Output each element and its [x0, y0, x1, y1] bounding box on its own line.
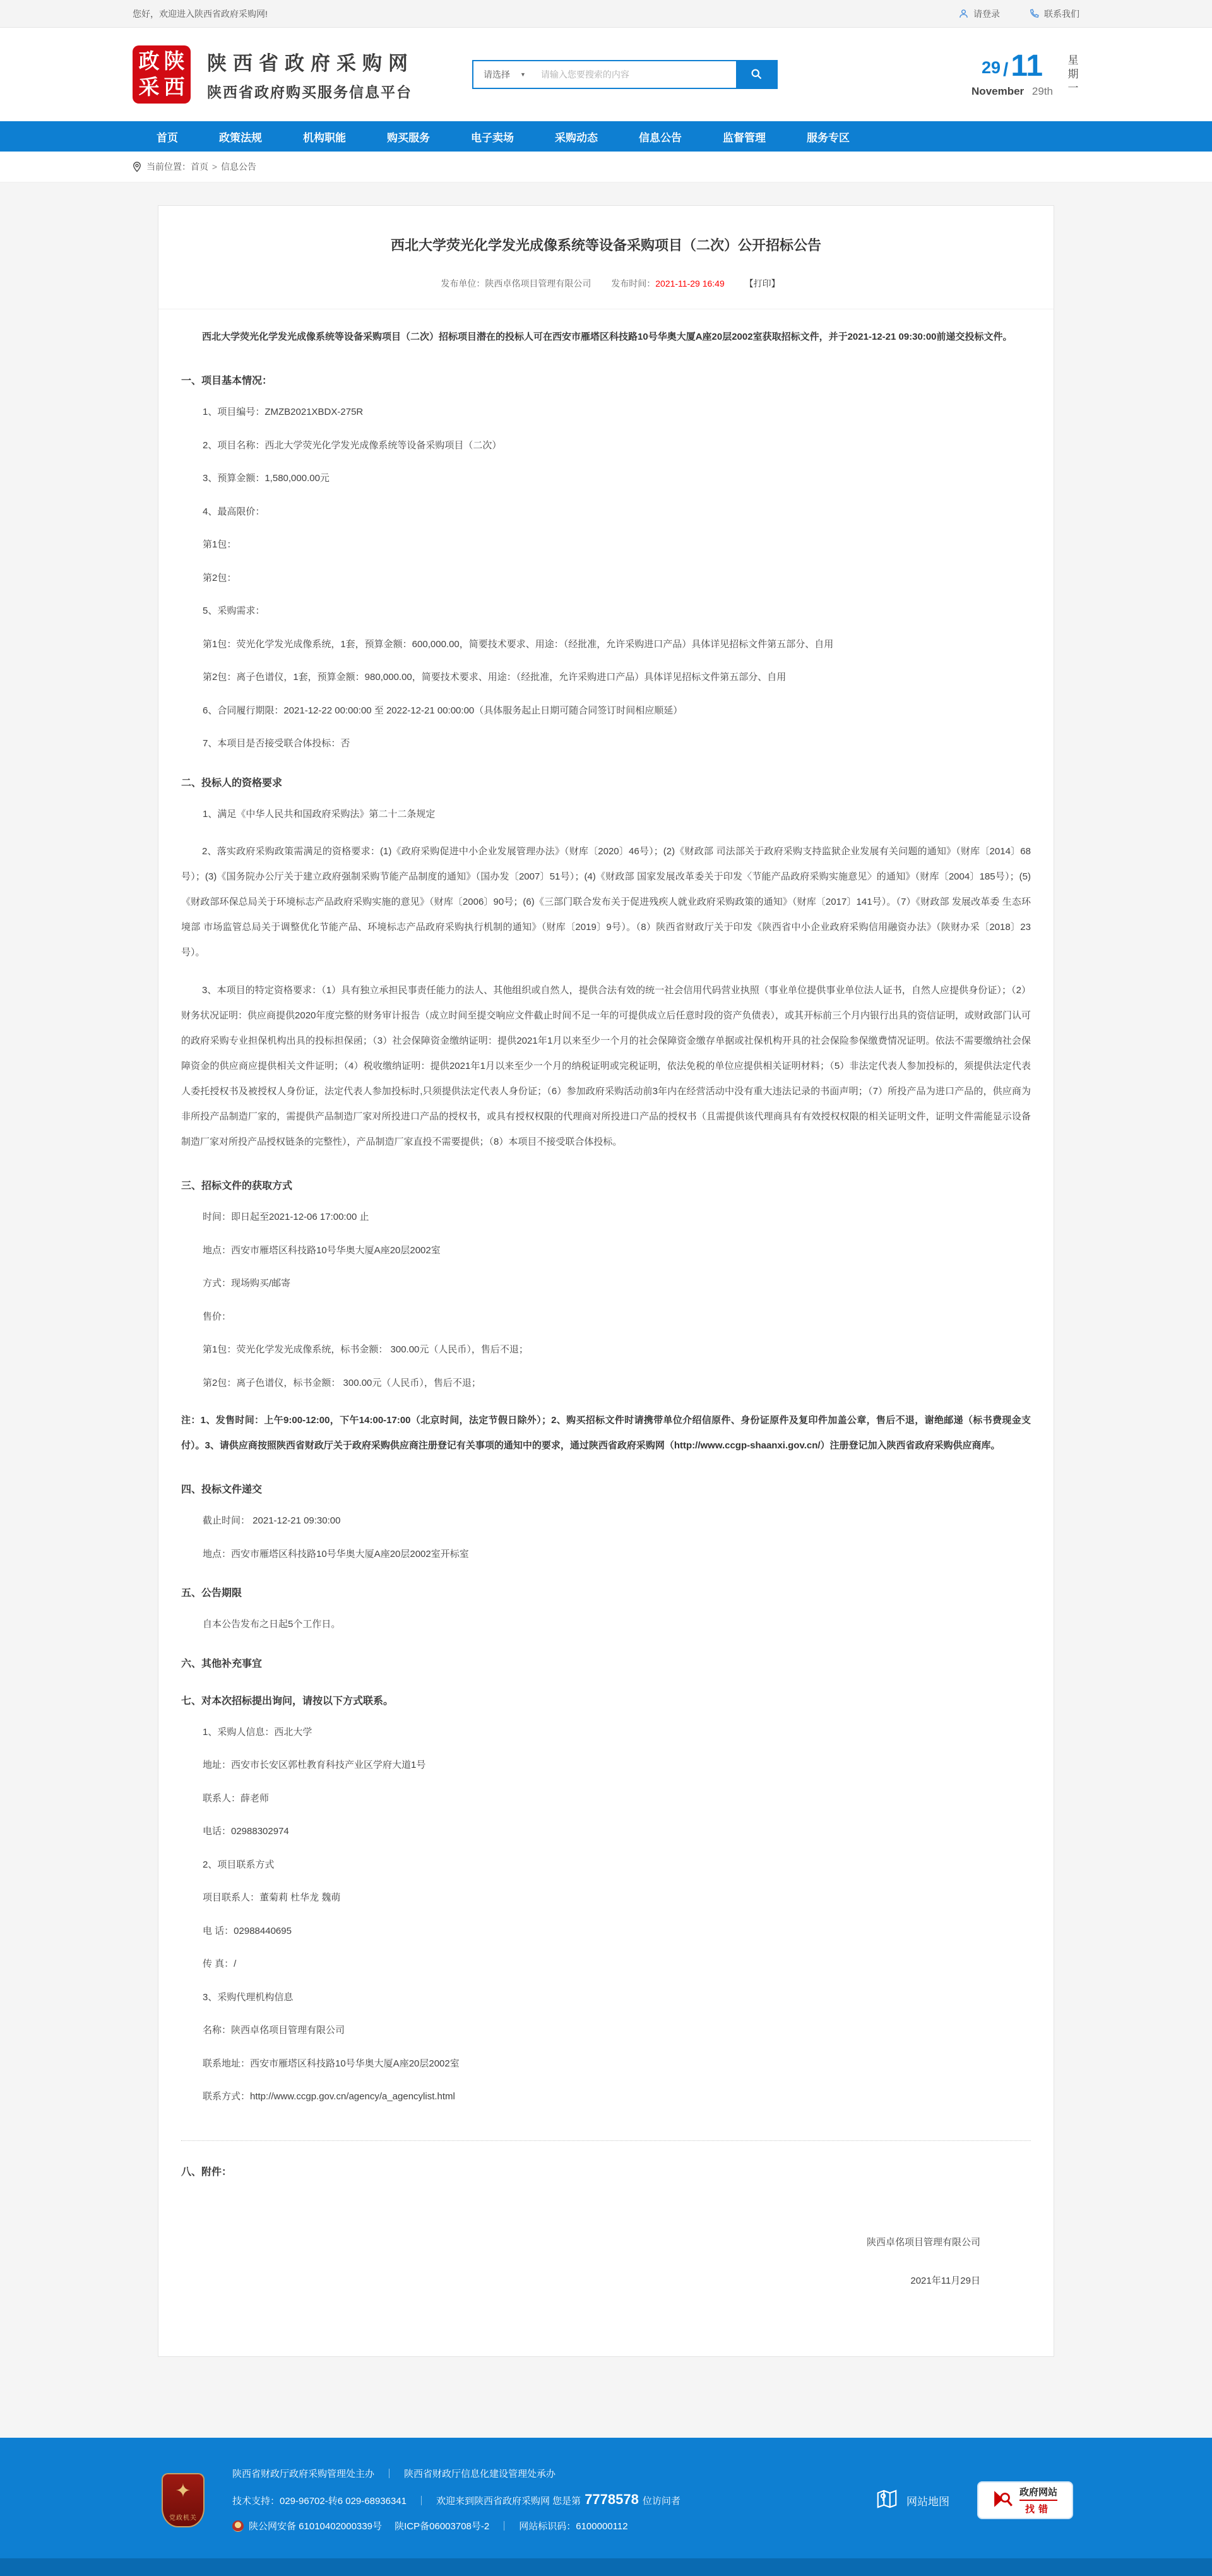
article-line: 3、本项目的特定资格要求：（1）具有独立承担民事责任能力的法人、其他组织或自然人，提供合法有效的统一社会信用代码营业执照（事业单位提供事业单位法人证书，自然人应提供身份证）；（2）财务状况证明：供应商提供2020年度完整的财务审计报告（成立时间至提交响应文件截止时间不足一年的可提供成立后任意时段的资产负债表），或其开标前三个月内银行出具的资信证明，或财政部门认可的政府采购专业担保机构出具的投标担保函；（3）社会保障资金缴纳证明：提供2021年1月以来至少一个月的社会保障资金缴存单据或社保机构开具的社会保险参保缴费情况证明。依法不需要缴纳社会保障资金的供应商应提供相关文件证明；（4）税收缴纳证明：提供2021年1月以来至少一个月的纳税证明或完税证明，依法免税的单位应提供相关证明材料；（5）非法定代表人参加投标的，须提供法定代表人委托授权书及被授权人身份证，法定代表人参加投标时,只须提供法定代表人身份证；（6）参加政府采购活动前3年内在经营活动中没有重大违法记录的书面声明；（7）所投产品为进口产品的，供应商为非所投产品制造厂家的，需提供产品制造厂家对所投进口产品的授权书，或具有授权权限的代理商对所投进口产品的授权书（且需提供该代理商具有有效授权权限的相关证明文件，证明文件需能显示设备制造厂家对所投产品授权链条的完整性），产品制造厂家直投不需要提供；（8）本项目不接受联合体投标。	[181, 985, 1031, 1147]
footer-icp: 陕ICP备06003708号-2	[395, 2520, 490, 2532]
nav-item-0[interactable]: 首页	[157, 131, 178, 144]
article-line: 西北大学荧光化学发光成像系统等设备采购项目（二次）招标项目潜在的投标人可在西安市雁塔区科技路10号华奥大厦A座20层2002室获取招标文件，并于2021-12-21 09:30:00前递交投标文件。	[202, 331, 1013, 342]
find-error-line1: 政府网站	[1019, 2485, 1057, 2501]
breadcrumb-prefix: 当前位置：	[146, 162, 191, 172]
article-line: 截止时间： 2021-12-21 09:30:00	[203, 1515, 341, 1526]
breadcrumb-home-link[interactable]: 首页	[191, 162, 208, 172]
logo-char: 政	[138, 51, 160, 73]
date-day: 29	[981, 58, 1001, 77]
article-heading: 一、项目基本情况：	[181, 376, 273, 386]
sitemap-map-icon	[875, 2487, 899, 2514]
article-line: 2、项目联系方式	[203, 1859, 275, 1870]
gov-agency-badge-icon	[162, 2473, 205, 2527]
article-line: 1、项目编号：ZMZB2021XBDX-275R	[203, 407, 364, 417]
badge-label: 党政机关	[169, 2515, 197, 2522]
breadcrumb-current: 信息公告	[220, 162, 256, 172]
police-emblem-icon	[232, 2520, 244, 2532]
nav-item-1[interactable]: 政策法规	[219, 131, 262, 144]
user-icon	[958, 8, 969, 19]
breadcrumb	[146, 160, 256, 173]
nav-item-5[interactable]: 采购动态	[555, 131, 598, 144]
announcement-card	[158, 205, 1054, 2357]
article-line: 1、采购人信息：西北大学	[203, 1726, 312, 1738]
footer-operator: 陕西省财政厅信息化建设管理处承办	[404, 2468, 556, 2479]
badge-emblem-glyph: ✦	[175, 2481, 191, 2501]
article-meta	[181, 277, 1031, 290]
date-weekday: 星 期 一	[1067, 54, 1079, 94]
signature-line: 2021年11月29日	[910, 2275, 980, 2286]
article-line: 1、满足《中华人民共和国政府采购法》第二十二条规定	[203, 808, 436, 820]
footer-bottom-strip	[0, 2558, 1212, 2576]
article-line: 联系人：薛老师	[203, 1792, 270, 1804]
article-line: 时间：即日起至2021-12-06 17:00:00 止	[203, 1212, 369, 1222]
contact-link[interactable]	[1029, 8, 1079, 20]
page-title: 西北大学荧光化学发光成像系统等设备采购项目（二次）公开招标公告	[390, 237, 821, 253]
article-line: 名称：陕西卓佲项目管理有限公司	[203, 2025, 345, 2036]
date-day-en: 29th	[1031, 85, 1053, 97]
site-header	[0, 28, 1212, 121]
article-line: 第1包：荧光化学发光成像系统，1套，预算金额：600,000.00，简要技术要求、用途：（经批准，允许采购进口产品）具体详见招标文件第五部分、自用	[203, 638, 834, 650]
article-line: 2、落实政府采购政策需满足的资格要求：(1)《政府采购促进中小企业发展管理办法》（财库〔2020〕46号）；(2)《财政部 司法部关于政府采购支持监狱企业发展有关问题的通知》（财库〔2014〕68号）；(3)《国务院办公厅关于建立政府强制采购节能产品制度的通知》（国办发〔2007〕51号）；(4)《财政部 国家发展改革委关于印发〈节能产品政府采购实施意见〉的通知》（财库〔2004〕185号）；(5)《财政部环保总局关于环境标志产品政府采购实施的意见》（财库〔2006〕90号；(6)《三部门联合发布关于促进残疾人就业政府采购政策的通知》（财库〔2017〕141号）。（7）《财政部 发展改革委 生态环境部 市场监管总局关于调整优化节能产品、环境标志产品政府采购执行机制的通知》（财库〔2019〕9号）。（8）陕西省财政厅关于印发《陕西省中小企业政府采购信用融资办法》（陕财办采〔2018〕23号）。	[181, 846, 1031, 958]
site-subtitle: 陕西省政府购买服务信息平台	[207, 84, 412, 100]
nav-item-2[interactable]: 机构职能	[303, 131, 346, 144]
footer-site-code: 网站标识码：6100000112	[519, 2520, 628, 2532]
breadcrumb-bar	[0, 152, 1212, 182]
publisher-label: 发布单位：	[441, 278, 485, 289]
article-line: 第2包：离子色谱仪，标书金额： 300.00元（人民币），售后不退；	[203, 1377, 481, 1388]
sitemap-label: 网站地图	[906, 2495, 949, 2508]
dotted-divider	[181, 2140, 1031, 2141]
article-line: 第2包：	[203, 572, 237, 583]
breadcrumb-separator: >	[211, 162, 218, 172]
article-line: 7、本项目是否接受联合体投标：否	[203, 738, 350, 749]
article-line: 地址：西安市长安区郭杜教育科技产业区学府大道1号	[203, 1760, 426, 1770]
gov-site-find-error-badge[interactable]	[977, 2481, 1073, 2519]
search-icon	[750, 68, 763, 82]
welcome-text: 您好，欢迎进入陕西省政府采购网!	[133, 8, 268, 19]
article-heading: 六、其他补充事宜	[181, 1658, 263, 1669]
sitemap-link[interactable]	[875, 2487, 949, 2514]
article-line: 方式：现场购买/邮寄	[203, 1278, 291, 1289]
article-line: 电话：02988302974	[203, 1826, 289, 1837]
top-utility-bar	[0, 0, 1212, 28]
article-line: 第1包：	[203, 539, 237, 550]
main-content-area	[0, 182, 1212, 2438]
article-line: 第2包：离子色谱仪，1套，预算金额：980,000.00，简要技术要求、用途：（经批准，允许采购进口产品）具体详见招标文件第五部分、自用	[203, 672, 787, 683]
search-bar	[472, 60, 778, 89]
footer-line-3	[232, 2514, 680, 2539]
article-body	[181, 325, 1031, 2178]
main-nav	[0, 121, 1212, 152]
nav-item-7[interactable]: 监督管理	[723, 131, 766, 144]
date-month: 11	[1011, 49, 1043, 83]
date-slash: /	[1002, 59, 1009, 80]
article-line: 第1包：荧光化学发光成像系统，标书金额： 300.00元（人民币），售后不退；	[203, 1344, 528, 1355]
login-link[interactable]	[958, 8, 1000, 20]
footer-host: 陕西省财政厅政府采购管理处主办	[232, 2468, 375, 2479]
article-line: 3、采购代理机构信息	[203, 1991, 294, 2003]
article-line: 售价：	[203, 1311, 232, 1322]
article-line: 电 话：02988440695	[203, 1925, 292, 1936]
article-heading: 二、投标人的资格要求	[181, 777, 283, 789]
signature-block	[181, 2235, 1031, 2287]
article-heading: 四、投标文件递交	[181, 1484, 263, 1495]
footer-security-record: 陕公网安备 61010402000339号	[249, 2520, 382, 2532]
article-line: 2、项目名称：西北大学荧光化学发光成像系统等设备采购项目（二次）	[203, 439, 502, 451]
article-line: 自本公告发布之日起5个工作日。	[203, 1619, 341, 1630]
site-title: 陕西省政府采购网	[207, 52, 414, 75]
logo-char: 西	[163, 76, 185, 99]
article-line: 地点：西安市雁塔区科技路10号华奥大厦A座20层2002室	[203, 1244, 441, 1256]
nav-item-6[interactable]: 信息公告	[639, 131, 682, 144]
footer-bar: ｜	[499, 2520, 509, 2532]
article-line: 地点：西安市雁塔区科技路10号华奥大厦A座20层2002室开标室	[203, 1548, 469, 1559]
article-line: 注：1、发售时间：上午9:00-12:00，下午14:00-17:00（北京时间，法定节假日除外）；2、购买招标文件时请携带单位介绍信原件、身份证原件及复印件加盖公章，售后不退，谢绝邮递（标书费现金支付）。3、请供应商按照陕西省财政厅关于政府采购供应商注册登记有关事项的通知中的要求，通过陕西省政府采购网（http://www.ccgp-shaanxi.gov.cn/）注册登记加入陕西省政府采购供应商库。	[181, 1415, 1031, 1451]
article-line: 传 真：/	[203, 1959, 237, 1969]
article-line: 3、预算金额：1,580,000.00元	[203, 473, 330, 484]
article-line: 联系方式：http://www.ccgp.gov.cn/agency/a_agencylist.html	[203, 2091, 455, 2102]
find-error-magnifier-icon	[993, 2488, 1014, 2513]
nav-item-8[interactable]: 服务专区	[807, 131, 850, 144]
article-heading: 三、招标文件的获取方式	[181, 1181, 293, 1191]
search-input[interactable]	[535, 61, 736, 88]
footer-line-2	[232, 2487, 680, 2514]
footer	[0, 2438, 1212, 2558]
article-heading: 七、对本次招标提出询问，请按以下方式联系。	[181, 1695, 394, 1707]
logo-char: 采	[138, 76, 160, 99]
visitor-count: 7778578	[585, 2491, 639, 2507]
footer-bar: ｜	[384, 2468, 395, 2479]
article-line: 项目联系人：董菊莉 杜华龙 魏萌	[203, 1892, 341, 1903]
chevron-down-icon: ▼	[520, 71, 526, 78]
find-error-line2: 找错	[1025, 2504, 1052, 2515]
article-line: 联系地址：西安市雁塔区科技路10号华奥大厦A座20层2002室	[203, 2058, 460, 2069]
footer-visitor-prefix: 欢迎来到陕西省政府采购网 您是第	[436, 2495, 581, 2507]
login-label: 请登录	[973, 8, 1000, 19]
logo-char: 陕	[163, 51, 185, 73]
date-widget	[971, 51, 1079, 98]
article-line: 5、采购需求：	[203, 605, 265, 616]
search-category-select[interactable]	[473, 61, 535, 88]
footer-support: 技术支持：029-96702-转6 029-68936341	[232, 2495, 407, 2507]
publish-time-label: 发布时间：	[611, 278, 656, 289]
site-logo[interactable]	[133, 45, 191, 104]
nav-item-4[interactable]: 电子卖场	[471, 131, 514, 144]
signature-line: 陕西卓佲项目管理有限公司	[866, 2236, 980, 2248]
footer-visitor-suffix: 位访问者	[642, 2495, 680, 2507]
article-line: 6、合同履行期限：2021-12-22 00:00:00 至 2022-12-21 00:00:00（具体服务起止日期可随合同签订时间相应顺延）	[203, 705, 683, 716]
footer-bar: ｜	[417, 2495, 427, 2507]
phone-icon	[1029, 8, 1040, 19]
search-button[interactable]	[736, 61, 776, 88]
article-heading: 八、附件：	[181, 2166, 232, 2178]
location-pin-icon	[133, 162, 141, 172]
nav-item-3[interactable]: 购买服务	[387, 131, 430, 144]
article-heading: 五、公告期限	[181, 1588, 242, 1599]
publisher-value: 陕西卓佲项目管理有限公司	[485, 278, 591, 289]
search-select-label: 请选择	[484, 69, 510, 80]
footer-line-1	[232, 2462, 680, 2487]
contact-label: 联系我们	[1044, 8, 1079, 19]
date-month-en: November	[971, 85, 1025, 97]
publish-time-value: 2021-11-29 16:49	[655, 278, 725, 289]
article-line: 4、最高限价：	[203, 506, 265, 517]
print-button[interactable]: 【打印】	[744, 278, 780, 289]
